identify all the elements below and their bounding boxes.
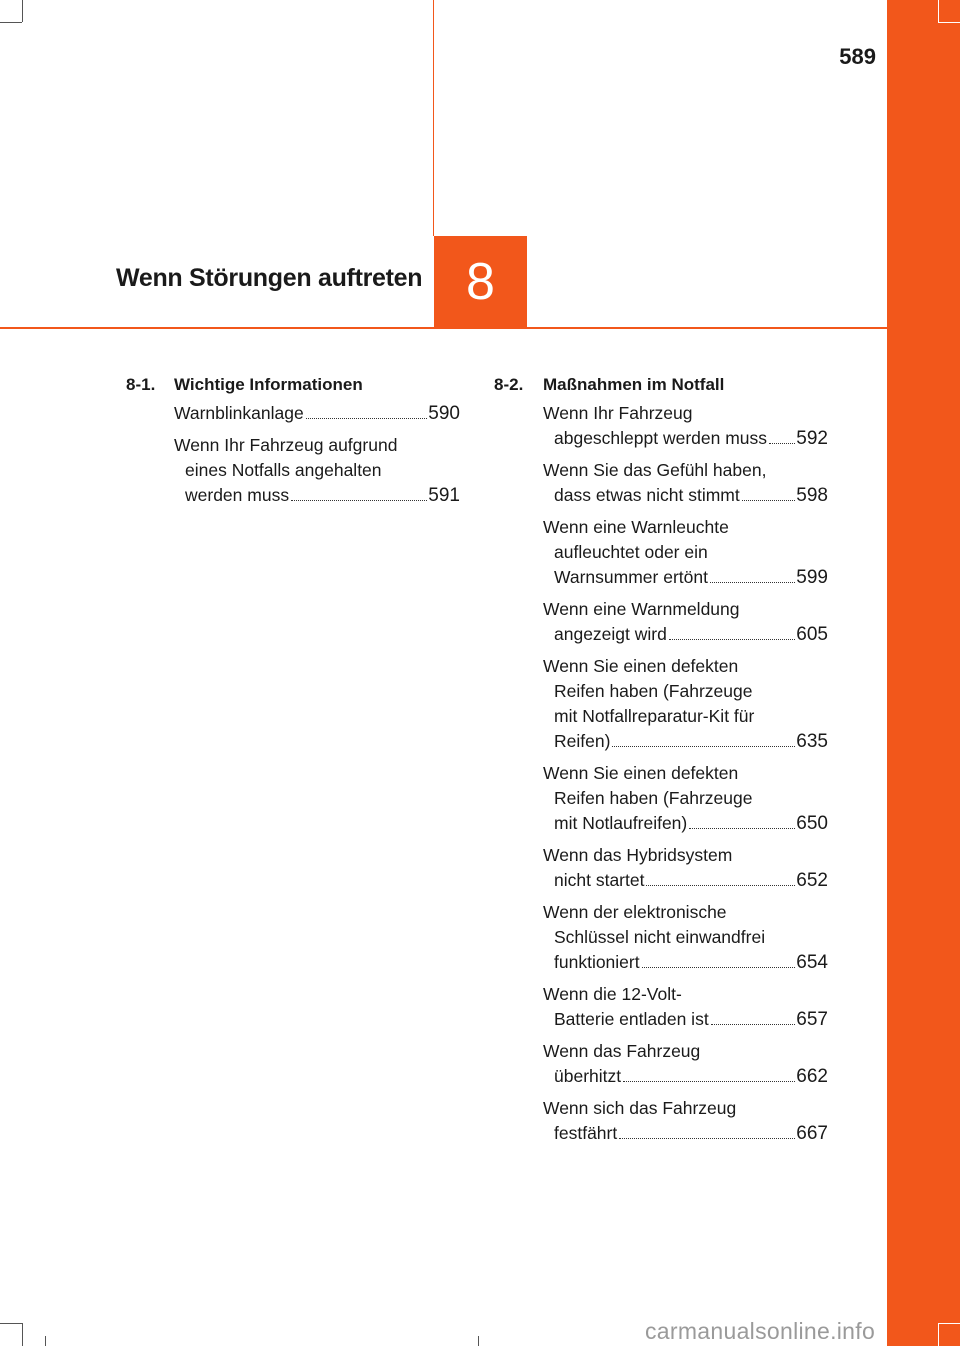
- chapter-title: Wenn Störungen auftreten: [116, 264, 423, 292]
- entry-text-line: funktioniert: [554, 952, 640, 972]
- crop-mark: [478, 1336, 479, 1346]
- toc-entry[interactable]: [543, 900, 828, 975]
- dot-leader: [619, 1138, 795, 1139]
- dot-leader: [742, 500, 796, 501]
- crop-mark: [22, 0, 23, 22]
- entry-text-line: Warnblinkanlage: [174, 403, 304, 423]
- crop-mark: [22, 1323, 23, 1346]
- entry-text-line: Wenn eine Warnmeldung: [543, 599, 740, 619]
- header-divider-vertical: [433, 0, 434, 236]
- dot-leader: [669, 639, 795, 640]
- entry-page-number: 599: [796, 567, 828, 588]
- dot-leader: [710, 582, 795, 583]
- entry-text-line: Wenn der elektronische: [543, 902, 727, 922]
- entry-text-line: mit Notlaufreifen): [554, 813, 688, 833]
- toc-entry[interactable]: [543, 761, 828, 836]
- crop-mark: [45, 1336, 46, 1346]
- entry-text-line: nicht startet: [554, 870, 645, 890]
- entry-text-line: Reifen): [554, 731, 611, 751]
- section-number: 8-1.: [126, 375, 156, 394]
- entry-page-number: 657: [796, 1009, 828, 1030]
- entry-text-line: Schlüssel nicht einwandfrei: [554, 927, 766, 947]
- entry-text-line: Wenn eine Warnleuchte: [543, 517, 729, 537]
- entry-last-line: [174, 483, 460, 508]
- crop-mark: [938, 22, 960, 23]
- toc-entry[interactable]: [174, 433, 460, 508]
- dot-leader: [689, 828, 795, 829]
- crop-mark: [938, 1323, 960, 1324]
- entry-text-line: Wenn Sie einen defekten: [543, 763, 739, 783]
- entry-page-number: 652: [796, 870, 828, 891]
- dot-leader: [612, 746, 795, 747]
- entry-last-line: [543, 1007, 828, 1032]
- toc-entry[interactable]: [543, 1039, 828, 1089]
- entry-last-line: [543, 483, 828, 508]
- entry-text-line: Batterie entladen ist: [554, 1009, 709, 1029]
- dot-leader: [646, 885, 795, 886]
- entry-text-line: Wenn das Fahrzeug: [543, 1041, 701, 1061]
- toc-entry[interactable]: [543, 401, 828, 451]
- entry-last-line: [543, 1064, 828, 1089]
- toc-entry[interactable]: [543, 458, 828, 508]
- crop-mark: [938, 1323, 939, 1346]
- entry-page-number: 654: [796, 952, 828, 973]
- toc-entry[interactable]: [543, 982, 828, 1032]
- dot-leader: [291, 500, 427, 501]
- chapter-number-badge: 8: [434, 236, 527, 329]
- entry-page-number: 605: [796, 624, 828, 645]
- entry-text-line: Wenn Ihr Fahrzeug: [543, 403, 693, 423]
- toc-section-8-2: [494, 369, 828, 1153]
- entry-text-line: Wenn die 12-Volt-: [543, 984, 682, 1004]
- entry-text-line: Warnsummer ertönt: [554, 567, 708, 587]
- toc-entry[interactable]: [174, 401, 460, 426]
- entry-last-line: [543, 622, 828, 647]
- entry-last-line: [543, 868, 828, 893]
- entry-text-line: angezeigt wird: [554, 624, 667, 644]
- entry-page-number: 635: [796, 731, 828, 752]
- section-heading: [494, 369, 828, 401]
- entry-text-line: aufleuchtet oder ein: [554, 542, 708, 562]
- entry-last-line: [543, 729, 828, 754]
- entry-page-number: 598: [796, 485, 828, 506]
- entry-text-line: Reifen haben (Fahrzeuge: [554, 788, 753, 808]
- entry-text-line: Wenn sich das Fahrzeug: [543, 1098, 737, 1118]
- entry-last-line: [543, 1121, 828, 1146]
- dot-leader: [769, 443, 795, 444]
- toc-entries: [126, 401, 460, 508]
- chapter-sidebar-tab: [887, 0, 960, 1346]
- toc-section-8-1: [126, 369, 460, 515]
- entry-text-line: werden muss: [185, 485, 290, 505]
- entry-last-line: [543, 426, 828, 451]
- entry-last-line: [543, 565, 828, 590]
- entry-page-number: 590: [428, 403, 460, 424]
- entry-text-line: abgeschleppt werden muss: [554, 428, 768, 448]
- toc-entry[interactable]: [543, 654, 828, 754]
- section-title: Maßnahmen im Notfall: [543, 375, 725, 394]
- entry-page-number: 662: [796, 1066, 828, 1087]
- entry-page-number: 667: [796, 1123, 828, 1144]
- entry-text-line: mit Notfallreparatur-Kit für: [554, 706, 755, 726]
- entry-page-number: 650: [796, 813, 828, 834]
- entry-last-line: [543, 950, 828, 975]
- toc-entry[interactable]: [543, 1096, 828, 1146]
- crop-mark: [0, 22, 22, 23]
- section-number: 8-2.: [494, 375, 524, 394]
- section-heading: [126, 369, 460, 401]
- section-title: Wichtige Informationen: [174, 375, 363, 394]
- entry-last-line: [543, 811, 828, 836]
- entry-page-number: 591: [428, 485, 460, 506]
- entry-text-line: Wenn Sie das Gefühl haben,: [543, 460, 767, 480]
- toc-entries: [494, 401, 828, 1146]
- watermark: carmanualsonline.info: [645, 1318, 876, 1344]
- entry-page-number: 592: [796, 428, 828, 449]
- crop-mark: [0, 1323, 22, 1324]
- dot-leader: [623, 1081, 795, 1082]
- crop-mark: [938, 0, 939, 22]
- entry-text-line: Wenn Ihr Fahrzeug aufgrund: [174, 435, 398, 455]
- toc-entry[interactable]: [543, 597, 828, 647]
- entry-last-line: [174, 401, 460, 426]
- dot-leader: [711, 1024, 796, 1025]
- entry-text-line: dass etwas nicht stimmt: [554, 485, 740, 505]
- entry-text-line: Reifen haben (Fahrzeuge: [554, 681, 753, 701]
- dot-leader: [306, 418, 428, 419]
- entry-text-line: festfährt: [554, 1123, 618, 1143]
- entry-text-line: eines Notfalls angehalten: [185, 460, 382, 480]
- toc-entry[interactable]: [543, 843, 828, 893]
- entry-text-line: überhitzt: [554, 1066, 622, 1086]
- page-number: 589: [839, 44, 876, 69]
- entry-text-line: Wenn das Hybridsystem: [543, 845, 733, 865]
- toc-entry[interactable]: [543, 515, 828, 590]
- entry-text-line: Wenn Sie einen defekten: [543, 656, 739, 676]
- dot-leader: [642, 967, 796, 968]
